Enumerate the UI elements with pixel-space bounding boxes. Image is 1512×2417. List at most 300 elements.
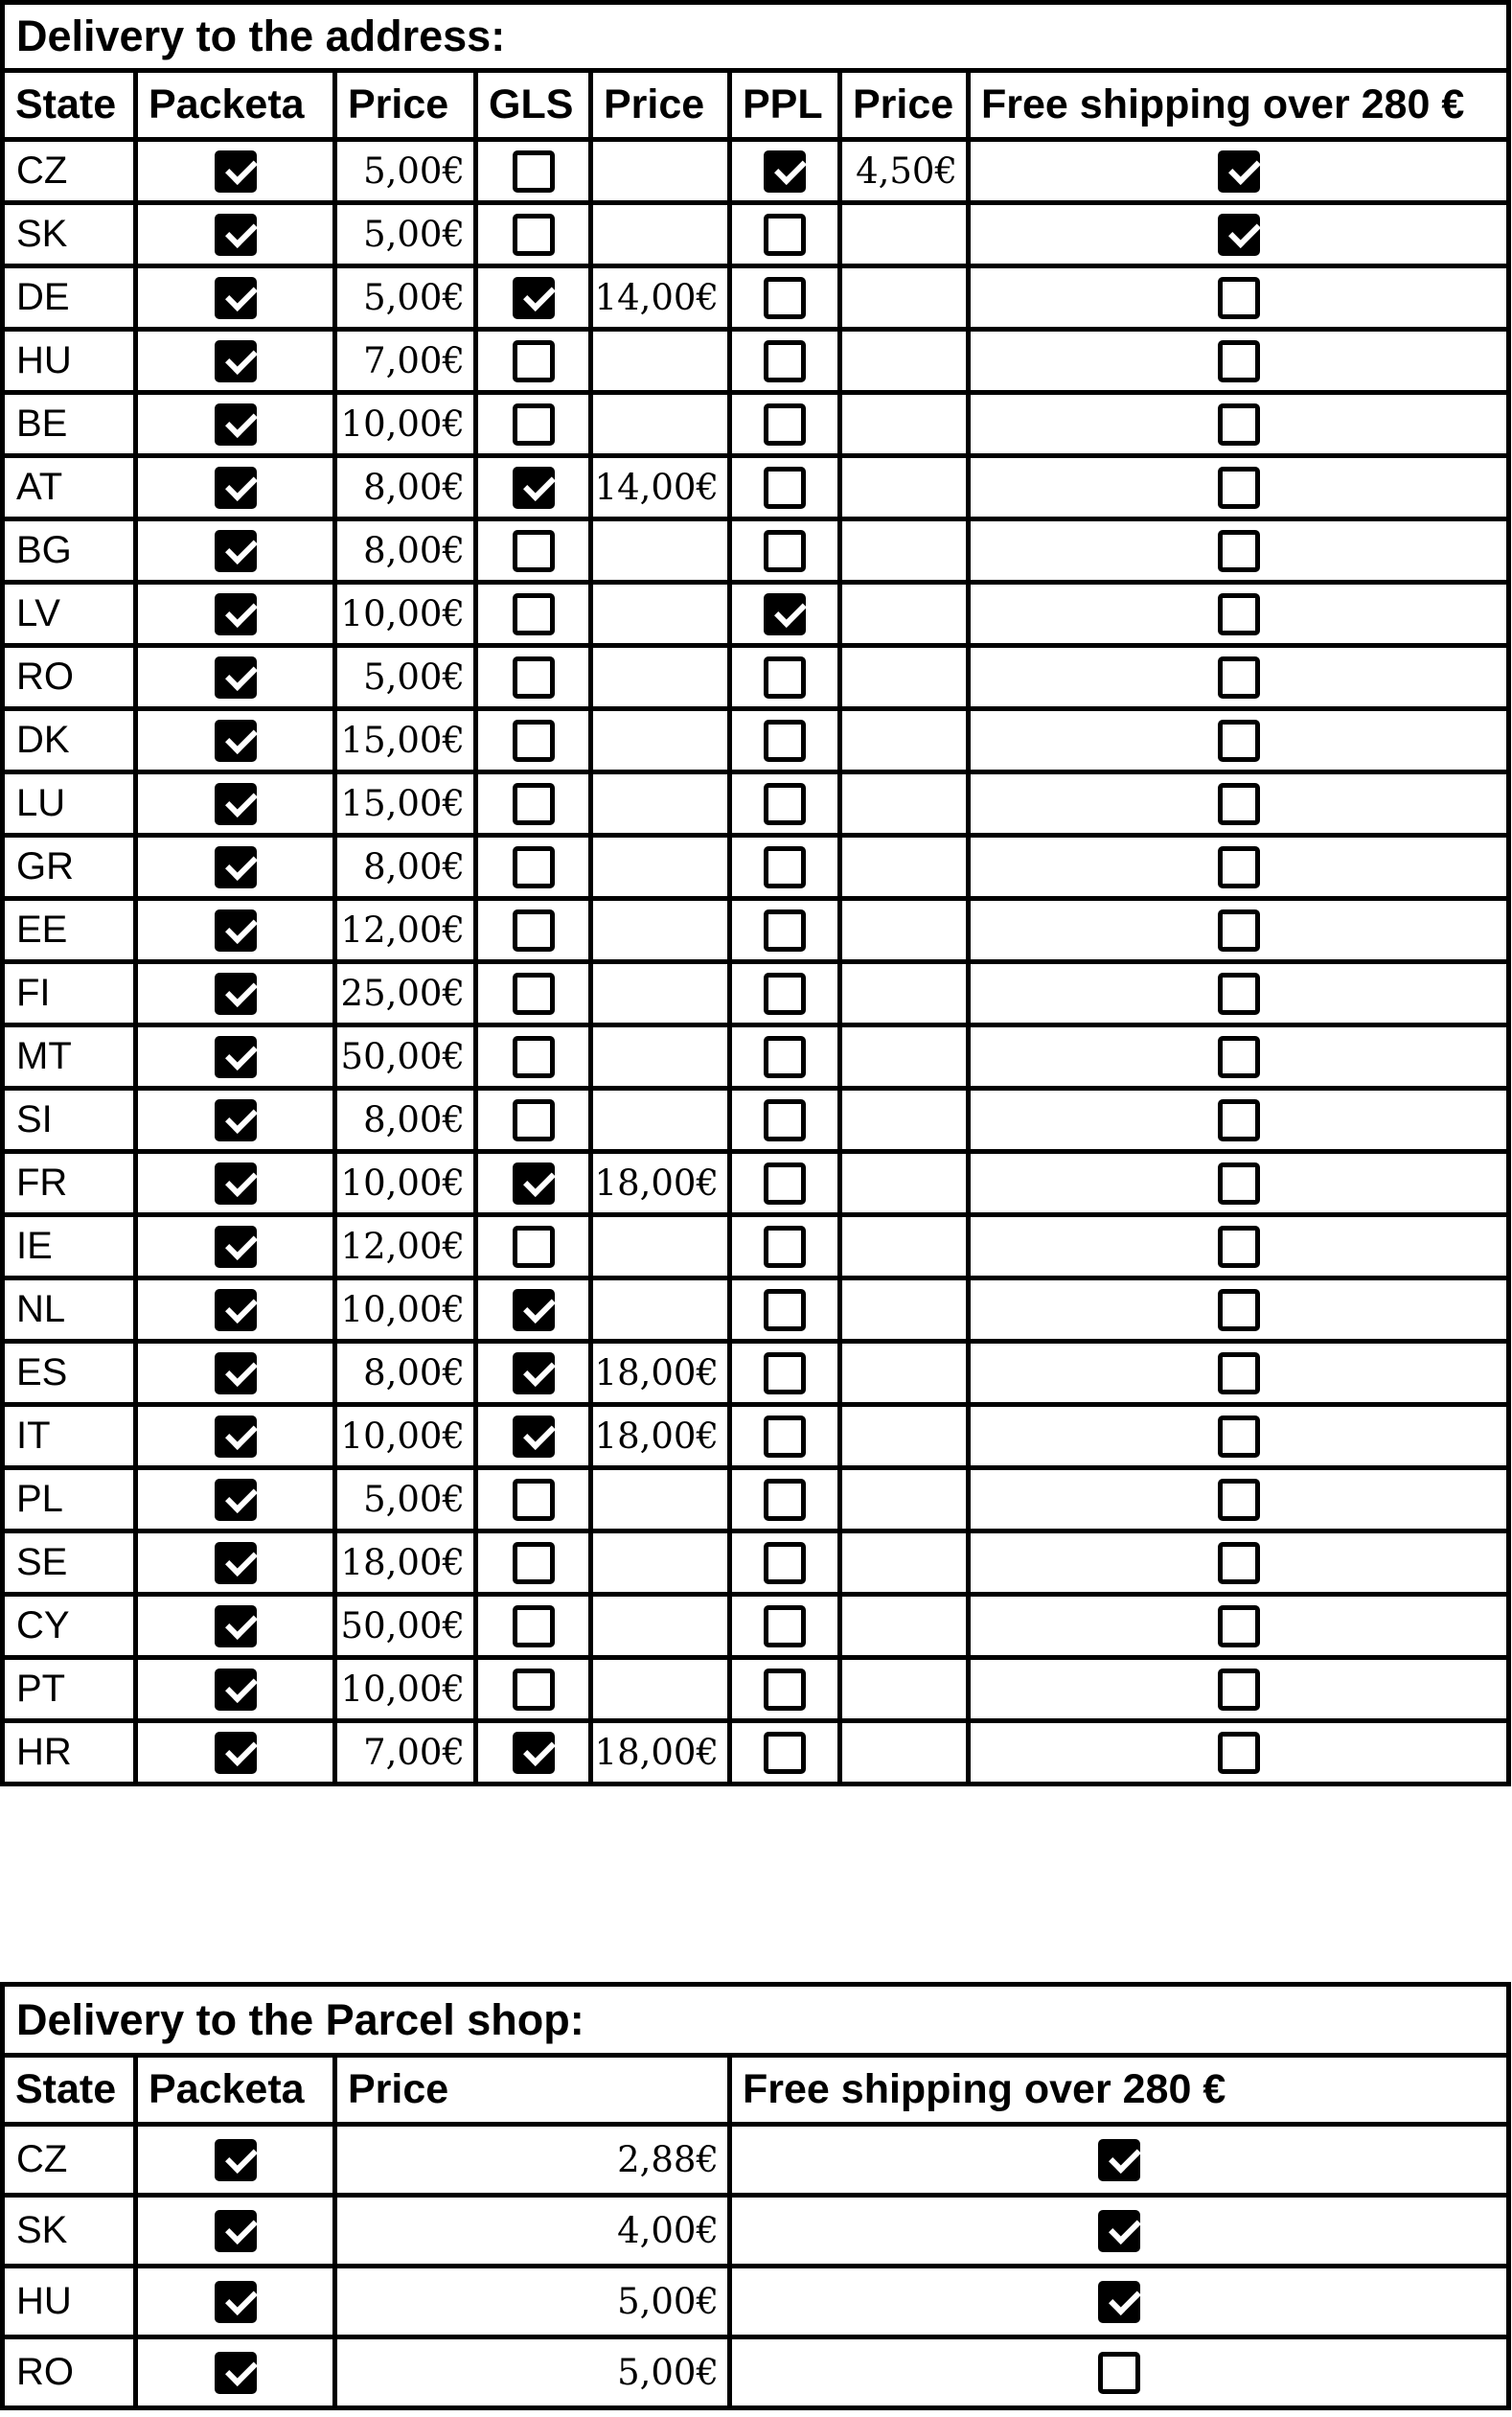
free-shipping-checkbox-cell — [969, 456, 1509, 519]
table-row — [3, 1658, 1509, 1721]
unchecked-checkbox-icon[interactable] — [1218, 656, 1260, 699]
unchecked-checkbox-icon[interactable] — [1218, 1669, 1260, 1711]
unchecked-checkbox-icon[interactable] — [513, 1226, 555, 1268]
ppl-price-cell — [840, 1595, 969, 1658]
unchecked-checkbox-icon[interactable] — [1218, 1099, 1260, 1141]
gls-checkbox-cell — [476, 709, 591, 772]
ppl-checkbox-cell — [730, 1721, 840, 1784]
gls-price-cell — [591, 962, 730, 1025]
free-shipping-checkbox-cell — [969, 709, 1509, 772]
unchecked-checkbox-icon[interactable] — [764, 1605, 806, 1647]
checked-checkbox-icon[interactable] — [513, 1416, 555, 1458]
unchecked-checkbox-icon[interactable] — [764, 1479, 806, 1521]
ppl-checkbox-cell — [730, 1278, 840, 1342]
ppl-price-cell — [840, 583, 969, 646]
unchecked-checkbox-icon[interactable] — [1218, 1352, 1260, 1394]
col-header-packeta-price: Price — [335, 71, 476, 140]
state-cell: GR — [3, 836, 136, 899]
unchecked-checkbox-icon[interactable] — [513, 340, 555, 382]
unchecked-checkbox-icon[interactable] — [513, 656, 555, 699]
checked-checkbox-icon[interactable] — [215, 846, 257, 888]
packeta-checkbox-cell — [136, 1658, 335, 1721]
unchecked-checkbox-icon[interactable] — [764, 846, 806, 888]
table-row — [3, 2267, 1509, 2337]
gls-price-cell — [591, 899, 730, 962]
state-cell: FR — [3, 1152, 136, 1215]
free-shipping-checkbox-cell — [969, 583, 1509, 646]
free-shipping-checkbox-cell — [969, 772, 1509, 836]
table-row — [3, 899, 1509, 962]
unchecked-checkbox-icon[interactable] — [513, 1669, 555, 1711]
unchecked-checkbox-icon[interactable] — [764, 1289, 806, 1331]
gls-price-cell — [591, 772, 730, 836]
packeta-price-cell: 5,00€ — [335, 1468, 476, 1531]
checked-checkbox-icon[interactable] — [215, 1289, 257, 1331]
packeta-checkbox-cell — [136, 1152, 335, 1215]
ppl-price-cell — [840, 266, 969, 330]
unchecked-checkbox-icon[interactable] — [513, 973, 555, 1015]
checked-checkbox-icon[interactable] — [513, 1732, 555, 1774]
checked-checkbox-icon[interactable] — [513, 467, 555, 509]
address-section-title: Delivery to the address: — [3, 3, 1509, 71]
table-row — [3, 1278, 1509, 1342]
unchecked-checkbox-icon[interactable] — [1218, 909, 1260, 952]
checked-checkbox-icon[interactable] — [215, 1099, 257, 1141]
packeta-price-cell: 15,00€ — [335, 772, 476, 836]
unchecked-checkbox-icon[interactable] — [1218, 277, 1260, 319]
state-cell: BE — [3, 393, 136, 456]
packeta-price-cell: 10,00€ — [335, 1405, 476, 1468]
parcel-header-row — [3, 2056, 1509, 2125]
packeta-price-cell: 50,00€ — [335, 1025, 476, 1089]
checked-checkbox-icon[interactable] — [215, 214, 257, 256]
checked-checkbox-icon[interactable] — [1098, 2139, 1140, 2181]
unchecked-checkbox-icon[interactable] — [513, 530, 555, 572]
state-cell: CY — [3, 1595, 136, 1658]
table-row — [3, 1721, 1509, 1784]
packeta-price-cell: 10,00€ — [335, 393, 476, 456]
unchecked-checkbox-icon[interactable] — [1218, 973, 1260, 1015]
unchecked-checkbox-icon[interactable] — [764, 783, 806, 825]
gls-price-cell — [591, 836, 730, 899]
gls-price-cell: 18,00€ — [591, 1152, 730, 1215]
unchecked-checkbox-icon[interactable] — [764, 1162, 806, 1205]
packeta-checkbox-cell — [136, 1025, 335, 1089]
gls-price-cell: 18,00€ — [591, 1342, 730, 1405]
unchecked-checkbox-icon[interactable] — [513, 720, 555, 762]
unchecked-checkbox-icon[interactable] — [764, 973, 806, 1015]
checked-checkbox-icon[interactable] — [215, 340, 257, 382]
unchecked-checkbox-icon[interactable] — [764, 720, 806, 762]
unchecked-checkbox-icon[interactable] — [513, 909, 555, 952]
gls-price-cell: 14,00€ — [591, 266, 730, 330]
state-cell: EE — [3, 899, 136, 962]
packeta-price-cell: 5,00€ — [335, 266, 476, 330]
unchecked-checkbox-icon[interactable] — [1218, 1542, 1260, 1584]
checked-checkbox-icon[interactable] — [215, 2281, 257, 2323]
col-header-packeta: Packeta — [136, 71, 335, 140]
gls-checkbox-cell — [476, 1721, 591, 1784]
gls-price-cell — [591, 1595, 730, 1658]
packeta-price-cell: 8,00€ — [335, 1342, 476, 1405]
packeta-price-cell: 18,00€ — [335, 1531, 476, 1595]
free-shipping-checkbox-cell — [969, 203, 1509, 266]
col-header-free-shipping: Free shipping over 280 € — [969, 71, 1509, 140]
state-cell: CZ — [3, 2125, 136, 2196]
unchecked-checkbox-icon[interactable] — [513, 150, 555, 193]
packeta-checkbox-cell — [136, 393, 335, 456]
unchecked-checkbox-icon[interactable] — [764, 1542, 806, 1584]
gls-checkbox-cell — [476, 393, 591, 456]
packeta-checkbox-cell — [136, 519, 335, 583]
state-cell: PL — [3, 1468, 136, 1531]
table-row — [3, 330, 1509, 393]
state-cell: HR — [3, 1721, 136, 1784]
price-cell: 4,00€ — [335, 2196, 730, 2267]
gls-checkbox-cell — [476, 1215, 591, 1278]
unchecked-checkbox-icon[interactable] — [764, 1226, 806, 1268]
unchecked-checkbox-icon[interactable] — [1218, 403, 1260, 446]
unchecked-checkbox-icon[interactable] — [1218, 846, 1260, 888]
checked-checkbox-icon[interactable] — [764, 593, 806, 635]
gls-checkbox-cell — [476, 330, 591, 393]
state-cell: LU — [3, 772, 136, 836]
free-shipping-checkbox-cell — [969, 899, 1509, 962]
gls-checkbox-cell — [476, 1152, 591, 1215]
free-shipping-checkbox-cell — [969, 1405, 1509, 1468]
checked-checkbox-icon[interactable] — [215, 403, 257, 446]
table-row — [3, 203, 1509, 266]
unchecked-checkbox-icon[interactable] — [1218, 1416, 1260, 1458]
ppl-checkbox-cell — [730, 899, 840, 962]
packeta-price-cell: 10,00€ — [335, 1278, 476, 1342]
checked-checkbox-icon[interactable] — [513, 277, 555, 319]
ppl-checkbox-cell — [730, 1468, 840, 1531]
gls-price-cell — [591, 646, 730, 709]
ppl-price-cell — [840, 709, 969, 772]
unchecked-checkbox-icon[interactable] — [1218, 467, 1260, 509]
unchecked-checkbox-icon[interactable] — [764, 340, 806, 382]
unchecked-checkbox-icon[interactable] — [513, 783, 555, 825]
free-shipping-checkbox-cell — [730, 2267, 1509, 2337]
table-row — [3, 1152, 1509, 1215]
unchecked-checkbox-icon[interactable] — [513, 1605, 555, 1647]
table-row — [3, 1405, 1509, 1468]
packeta-price-cell: 10,00€ — [335, 583, 476, 646]
unchecked-checkbox-icon[interactable] — [764, 1352, 806, 1394]
unchecked-checkbox-icon[interactable] — [764, 1416, 806, 1458]
packeta-checkbox-cell — [136, 2125, 335, 2196]
packeta-checkbox-cell — [136, 899, 335, 962]
free-shipping-checkbox-cell — [969, 393, 1509, 456]
ppl-price-cell — [840, 1531, 969, 1595]
checked-checkbox-icon[interactable] — [764, 150, 806, 193]
unchecked-checkbox-icon[interactable] — [513, 1036, 555, 1078]
unchecked-checkbox-icon[interactable] — [1218, 1162, 1260, 1205]
table-row — [3, 962, 1509, 1025]
unchecked-checkbox-icon[interactable] — [513, 1479, 555, 1521]
ppl-price-cell — [840, 1278, 969, 1342]
free-shipping-checkbox-cell — [730, 2337, 1509, 2408]
address-header-row — [3, 71, 1509, 140]
ppl-checkbox-cell — [730, 1215, 840, 1278]
free-shipping-checkbox-cell — [730, 2196, 1509, 2267]
checked-checkbox-icon[interactable] — [215, 720, 257, 762]
col-header-ppl-price: Price — [840, 71, 969, 140]
unchecked-checkbox-icon[interactable] — [764, 1669, 806, 1711]
checked-checkbox-icon[interactable] — [1098, 2210, 1140, 2252]
checked-checkbox-icon[interactable] — [215, 1226, 257, 1268]
gls-checkbox-cell — [476, 1468, 591, 1531]
unchecked-checkbox-icon[interactable] — [1218, 530, 1260, 572]
packeta-price-cell: 5,00€ — [335, 646, 476, 709]
parcel-shop-table — [0, 1982, 1511, 2410]
state-cell: MT — [3, 1025, 136, 1089]
ppl-price-cell — [840, 519, 969, 583]
ppl-price-cell — [840, 1089, 969, 1152]
table-row — [3, 2337, 1509, 2408]
checked-checkbox-icon[interactable] — [215, 1352, 257, 1394]
gls-checkbox-cell — [476, 1405, 591, 1468]
unchecked-checkbox-icon[interactable] — [764, 467, 806, 509]
ppl-checkbox-cell — [730, 393, 840, 456]
free-shipping-checkbox-cell — [969, 1468, 1509, 1531]
unchecked-checkbox-icon[interactable] — [1218, 593, 1260, 635]
unchecked-checkbox-icon[interactable] — [513, 403, 555, 446]
unchecked-checkbox-icon[interactable] — [1218, 1289, 1260, 1331]
col-header-gls: GLS — [476, 71, 591, 140]
packeta-price-cell: 5,00€ — [335, 203, 476, 266]
free-shipping-checkbox-cell — [969, 519, 1509, 583]
packeta-checkbox-cell — [136, 203, 335, 266]
gls-price-cell — [591, 1089, 730, 1152]
unchecked-checkbox-icon[interactable] — [1098, 2352, 1140, 2394]
ppl-price-cell — [840, 203, 969, 266]
checked-checkbox-icon[interactable] — [215, 467, 257, 509]
ppl-checkbox-cell — [730, 583, 840, 646]
gls-price-cell — [591, 1531, 730, 1595]
unchecked-checkbox-icon[interactable] — [1218, 1732, 1260, 1774]
unchecked-checkbox-icon[interactable] — [513, 1099, 555, 1141]
packeta-checkbox-cell — [136, 456, 335, 519]
unchecked-checkbox-icon[interactable] — [764, 277, 806, 319]
ppl-checkbox-cell — [730, 836, 840, 899]
table-row — [3, 1468, 1509, 1531]
gls-price-cell: 14,00€ — [591, 456, 730, 519]
checked-checkbox-icon[interactable] — [1218, 214, 1260, 256]
checked-checkbox-icon[interactable] — [215, 2210, 257, 2252]
packeta-price-cell: 50,00€ — [335, 1595, 476, 1658]
checked-checkbox-icon[interactable] — [513, 1352, 555, 1394]
table-row — [3, 772, 1509, 836]
unchecked-checkbox-icon[interactable] — [513, 214, 555, 256]
table-row — [3, 1531, 1509, 1595]
state-cell: SK — [3, 2196, 136, 2267]
gls-price-cell — [591, 709, 730, 772]
unchecked-checkbox-icon[interactable] — [1218, 1036, 1260, 1078]
packeta-checkbox-cell — [136, 2267, 335, 2337]
checked-checkbox-icon[interactable] — [513, 1289, 555, 1331]
table-row — [3, 1595, 1509, 1658]
ppl-checkbox-cell — [730, 1658, 840, 1721]
checked-checkbox-icon[interactable] — [215, 656, 257, 699]
gls-checkbox-cell — [476, 899, 591, 962]
packeta-price-cell: 8,00€ — [335, 836, 476, 899]
gls-checkbox-cell — [476, 266, 591, 330]
packeta-checkbox-cell — [136, 1468, 335, 1531]
packeta-price-cell: 10,00€ — [335, 1658, 476, 1721]
unchecked-checkbox-icon[interactable] — [1218, 783, 1260, 825]
unchecked-checkbox-icon[interactable] — [513, 593, 555, 635]
address-table-body — [3, 140, 1509, 1784]
checked-checkbox-icon[interactable] — [215, 2139, 257, 2181]
unchecked-checkbox-icon[interactable] — [764, 1732, 806, 1774]
state-cell: RO — [3, 646, 136, 709]
ppl-checkbox-cell — [730, 1405, 840, 1468]
table-row — [3, 393, 1509, 456]
gls-price-cell — [591, 140, 730, 203]
packeta-price-cell: 8,00€ — [335, 519, 476, 583]
gls-checkbox-cell — [476, 646, 591, 709]
ppl-checkbox-cell — [730, 1025, 840, 1089]
ppl-price-cell — [840, 1025, 969, 1089]
packeta-checkbox-cell — [136, 1595, 335, 1658]
state-cell: HU — [3, 2267, 136, 2337]
packeta-checkbox-cell — [136, 1089, 335, 1152]
gls-price-cell: 18,00€ — [591, 1721, 730, 1784]
free-shipping-checkbox-cell — [969, 140, 1509, 203]
state-cell: IE — [3, 1215, 136, 1278]
packeta-checkbox-cell — [136, 2196, 335, 2267]
col-header-state: State — [3, 71, 136, 140]
checked-checkbox-icon[interactable] — [215, 593, 257, 635]
ppl-checkbox-cell — [730, 1152, 840, 1215]
packeta-price-cell: 8,00€ — [335, 456, 476, 519]
checked-checkbox-icon[interactable] — [1218, 150, 1260, 193]
table-row — [3, 2196, 1509, 2267]
gls-checkbox-cell — [476, 1658, 591, 1721]
unchecked-checkbox-icon[interactable] — [1218, 340, 1260, 382]
checked-checkbox-icon[interactable] — [1098, 2281, 1140, 2323]
state-cell: LV — [3, 583, 136, 646]
table-row — [3, 266, 1509, 330]
price-cell: 2,88€ — [335, 2125, 730, 2196]
table-row — [3, 1342, 1509, 1405]
checked-checkbox-icon[interactable] — [215, 1732, 257, 1774]
packeta-price-cell: 7,00€ — [335, 1721, 476, 1784]
ppl-price-cell — [840, 646, 969, 709]
gls-price-cell — [591, 1658, 730, 1721]
unchecked-checkbox-icon[interactable] — [764, 214, 806, 256]
gls-checkbox-cell — [476, 456, 591, 519]
ppl-price-cell — [840, 393, 969, 456]
packeta-checkbox-cell — [136, 266, 335, 330]
checked-checkbox-icon[interactable] — [215, 2352, 257, 2394]
unchecked-checkbox-icon[interactable] — [764, 1036, 806, 1078]
ppl-checkbox-cell — [730, 1089, 840, 1152]
gls-checkbox-cell — [476, 836, 591, 899]
gls-price-cell — [591, 1468, 730, 1531]
free-shipping-checkbox-cell — [969, 266, 1509, 330]
ppl-price-cell — [840, 1152, 969, 1215]
gls-checkbox-cell — [476, 962, 591, 1025]
gls-price-cell: 18,00€ — [591, 1405, 730, 1468]
unchecked-checkbox-icon[interactable] — [513, 846, 555, 888]
checked-checkbox-icon[interactable] — [215, 1416, 257, 1458]
checked-checkbox-icon[interactable] — [215, 909, 257, 952]
free-shipping-checkbox-cell — [969, 1595, 1509, 1658]
parcel-section-title: Delivery to the Parcel shop: — [3, 1985, 1509, 2056]
checked-checkbox-icon[interactable] — [215, 530, 257, 572]
checked-checkbox-icon[interactable] — [215, 150, 257, 193]
ppl-checkbox-cell — [730, 456, 840, 519]
packeta-price-cell: 12,00€ — [335, 899, 476, 962]
ppl-price-cell — [840, 330, 969, 393]
unchecked-checkbox-icon[interactable] — [764, 530, 806, 572]
checked-checkbox-icon[interactable] — [215, 277, 257, 319]
free-shipping-checkbox-cell — [969, 1025, 1509, 1089]
checked-checkbox-icon[interactable] — [215, 1036, 257, 1078]
unchecked-checkbox-icon[interactable] — [764, 656, 806, 699]
unchecked-checkbox-icon[interactable] — [764, 403, 806, 446]
checked-checkbox-icon[interactable] — [215, 1162, 257, 1205]
unchecked-checkbox-icon[interactable] — [764, 1099, 806, 1141]
free-shipping-checkbox-cell — [969, 1215, 1509, 1278]
packeta-checkbox-cell — [136, 1278, 335, 1342]
packeta-price-cell: 12,00€ — [335, 1215, 476, 1278]
unchecked-checkbox-icon[interactable] — [1218, 1479, 1260, 1521]
col-header-price: Price — [335, 2056, 730, 2125]
col-header-gls-price: Price — [591, 71, 730, 140]
packeta-price-cell: 5,00€ — [335, 140, 476, 203]
checked-checkbox-icon[interactable] — [215, 1605, 257, 1647]
packeta-checkbox-cell — [136, 1342, 335, 1405]
checked-checkbox-icon[interactable] — [513, 1162, 555, 1205]
state-cell: RO — [3, 2337, 136, 2408]
ppl-price-cell — [840, 1342, 969, 1405]
ppl-price-cell — [840, 1658, 969, 1721]
checked-checkbox-icon[interactable] — [215, 973, 257, 1015]
unchecked-checkbox-icon[interactable] — [764, 909, 806, 952]
packeta-price-cell: 10,00€ — [335, 1152, 476, 1215]
checked-checkbox-icon[interactable] — [215, 1479, 257, 1521]
unchecked-checkbox-icon[interactable] — [1218, 1226, 1260, 1268]
packeta-checkbox-cell — [136, 709, 335, 772]
ppl-price-cell — [840, 1468, 969, 1531]
unchecked-checkbox-icon[interactable] — [1218, 1605, 1260, 1647]
packeta-checkbox-cell — [136, 772, 335, 836]
ppl-checkbox-cell — [730, 1342, 840, 1405]
packeta-price-cell: 25,00€ — [335, 962, 476, 1025]
checked-checkbox-icon[interactable] — [215, 1669, 257, 1711]
ppl-price-cell — [840, 1405, 969, 1468]
ppl-checkbox-cell — [730, 709, 840, 772]
gls-price-cell — [591, 203, 730, 266]
checked-checkbox-icon[interactable] — [215, 1542, 257, 1584]
gls-checkbox-cell — [476, 1595, 591, 1658]
ppl-checkbox-cell — [730, 772, 840, 836]
table-row — [3, 709, 1509, 772]
table-row — [3, 456, 1509, 519]
checked-checkbox-icon[interactable] — [215, 783, 257, 825]
free-shipping-checkbox-cell — [969, 1531, 1509, 1595]
free-shipping-checkbox-cell — [969, 1278, 1509, 1342]
free-shipping-checkbox-cell — [969, 1721, 1509, 1784]
gls-checkbox-cell — [476, 1025, 591, 1089]
table-row — [3, 836, 1509, 899]
unchecked-checkbox-icon[interactable] — [1218, 720, 1260, 762]
unchecked-checkbox-icon[interactable] — [513, 1542, 555, 1584]
